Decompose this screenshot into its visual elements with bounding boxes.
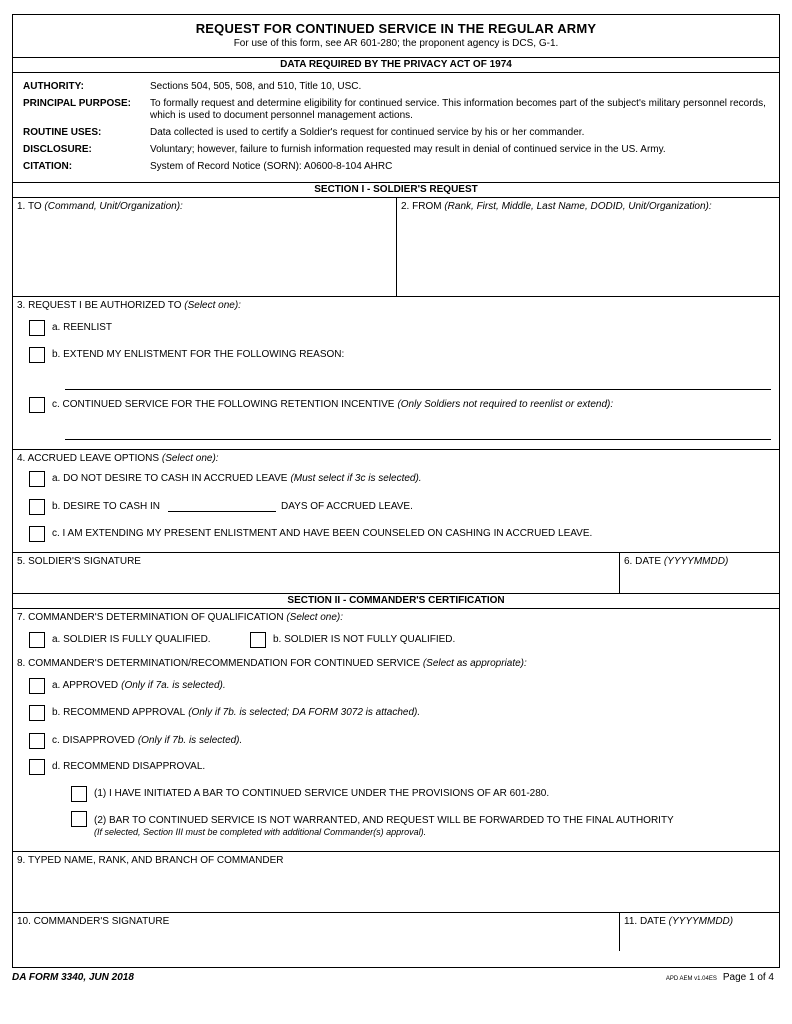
checkbox-8d2-bar-not-warranted[interactable] xyxy=(71,811,87,827)
option-4c xyxy=(29,520,592,547)
checkbox-4b[interactable] xyxy=(29,499,45,515)
privacy-text: To formally request and determine eligibility for continued service. This information becomes part of the subject's military personnel records, which is used to document personnel management actions. xyxy=(150,98,766,121)
from-label: 2. FROM xyxy=(401,201,445,212)
to-label: 1. TO xyxy=(17,201,45,212)
to-hint: (Command, Unit/Organization): xyxy=(44,201,183,212)
request-hint: (Select one): xyxy=(184,300,241,311)
checkbox-4c[interactable] xyxy=(29,526,45,542)
privacy-row-authority xyxy=(13,81,779,93)
commander-signature-label: 10. COMMANDER'S SIGNATURE xyxy=(17,916,170,927)
form-title: REQUEST FOR CONTINUED SERVICE IN THE REGULAR ARMY xyxy=(195,21,597,36)
option-7a-label: a. SOLDIER IS FULLY QUALIFIED. xyxy=(52,634,211,645)
to-field[interactable] xyxy=(13,198,396,296)
checkbox-8a-approved[interactable] xyxy=(29,678,45,694)
checkbox-3a-reenlist[interactable] xyxy=(29,320,45,336)
privacy-row-citation xyxy=(13,161,779,173)
form-header xyxy=(13,15,779,58)
soldier-signature-label: 5. SOLDIER'S SIGNATURE xyxy=(17,556,141,567)
retention-incentive-line[interactable] xyxy=(65,439,771,440)
section-1-heading: SECTION I - SOLDIER'S REQUEST xyxy=(13,183,779,198)
form-subtitle: For use of this form, see AR 601-280; the proponent agency is DCS, G-1. xyxy=(233,38,559,49)
qualification-hint: (Select one): xyxy=(286,612,344,623)
option-3b-label: b. EXTEND MY ENLISTMENT FOR THE FOLLOWING REASON: xyxy=(52,349,345,360)
commander-signature-date-row xyxy=(13,913,779,951)
option-8c-label: c. DISAPPROVED xyxy=(52,735,135,746)
commander-signature-field[interactable] xyxy=(13,913,619,951)
cash-in-days-input[interactable] xyxy=(168,501,276,512)
commander-date-field[interactable] xyxy=(619,913,779,951)
leave-hint: (Select one): xyxy=(161,453,219,464)
option-7a xyxy=(29,626,211,653)
recommendation-label: 8. COMMANDER'S DETERMINATION/RECOMMENDATION FOR CONTINUED SERVICE xyxy=(17,658,423,669)
commander-date-hint: (YYYYMMDD) xyxy=(668,916,734,927)
form-version: APD AEM v1.04ES xyxy=(665,976,717,982)
option-8a xyxy=(29,672,226,699)
option-8b-hint: (Only if 7b. is selected; DA FORM 3072 is attached). xyxy=(188,707,421,718)
option-8d1 xyxy=(71,780,549,807)
checkbox-8c-disapproved[interactable] xyxy=(29,733,45,749)
privacy-label: AUTHORITY: xyxy=(23,81,84,92)
date-hint: (YYYYMMDD) xyxy=(663,556,729,567)
privacy-act-heading: DATA REQUIRED BY THE PRIVACY ACT OF 1974 xyxy=(13,58,779,73)
option-4b-label: b. DESIRE TO CASH IN xyxy=(52,501,160,512)
privacy-label: ROUTINE USES: xyxy=(23,127,102,138)
checkbox-4a[interactable] xyxy=(29,471,45,487)
from-field[interactable] xyxy=(396,198,779,296)
qualification-label: 7. COMMANDER'S DETERMINATION OF QUALIFICATION xyxy=(17,612,287,623)
checkbox-8b-recommend-approval[interactable] xyxy=(29,705,45,721)
privacy-text: Sections 504, 505, 508, and 510, Title 10, USC. xyxy=(150,81,362,92)
option-3b xyxy=(29,341,344,368)
to-from-row xyxy=(13,198,779,297)
privacy-row-disclosure xyxy=(13,144,779,156)
option-4a-hint: (Must select if 3c is selected). xyxy=(290,473,422,484)
option-4b xyxy=(29,493,413,520)
date-label: 6. DATE xyxy=(624,556,664,567)
privacy-act-statement xyxy=(13,73,779,183)
extend-reason-line[interactable] xyxy=(65,389,771,390)
option-8a-label: a. APPROVED xyxy=(52,680,119,691)
privacy-text: System of Record Notice (SORN): A0600-8-104 AHRC xyxy=(150,161,393,172)
recommendation-hint: (Select as appropriate): xyxy=(422,658,527,669)
from-hint: (Rank, First, Middle, Last Name, DODID, Unit/Organization): xyxy=(444,201,712,212)
checkbox-8d-recommend-disapproval[interactable] xyxy=(29,759,45,775)
option-4a xyxy=(29,465,422,492)
privacy-row-purpose xyxy=(13,98,779,122)
checkbox-3b-extend[interactable] xyxy=(29,347,45,363)
checkbox-8d1-bar-initiated[interactable] xyxy=(71,786,87,802)
option-8d2 xyxy=(71,811,674,837)
option-8d1-label: (1) I HAVE INITIATED A BAR TO CONTINUED SERVICE UNDER THE PROVISIONS OF AR 601-280. xyxy=(94,788,550,799)
privacy-text: Data collected is used to certify a Soldier's request for continued service by his or her commander. xyxy=(150,127,585,138)
option-7b xyxy=(250,626,455,653)
option-8b xyxy=(29,699,420,726)
option-3c xyxy=(29,391,613,418)
option-4b-suffix: DAYS OF ACCRUED LEAVE. xyxy=(281,501,413,512)
option-3a xyxy=(29,314,112,341)
privacy-label: PRINCIPAL PURPOSE: xyxy=(23,98,131,109)
option-3c-label: c. CONTINUED SERVICE FOR THE FOLLOWING RETENTION INCENTIVE xyxy=(52,399,395,410)
soldier-date-field[interactable] xyxy=(619,553,779,593)
option-8c-hint: (Only if 7b. is selected). xyxy=(137,735,243,746)
checkbox-7a-qualified[interactable] xyxy=(29,632,45,648)
accrued-leave-block xyxy=(13,450,779,553)
request-label: 3. REQUEST I BE AUTHORIZED TO xyxy=(17,300,185,311)
option-8a-hint: (Only if 7a. is selected). xyxy=(121,680,226,691)
commander-date-label: 11. DATE xyxy=(624,916,669,927)
option-7b-label: b. SOLDIER IS NOT FULLY QUALIFIED. xyxy=(273,634,456,645)
option-8d-label: d. RECOMMEND DISAPPROVAL. xyxy=(52,761,206,772)
checkbox-3c-continued-service[interactable] xyxy=(29,397,45,413)
option-4a-label: a. DO NOT DESIRE TO CASH IN ACCRUED LEAVE xyxy=(52,473,288,484)
commander-name-field[interactable] xyxy=(13,852,779,913)
page-number: Page 1 of 4 xyxy=(722,972,774,983)
privacy-row-routine-uses xyxy=(13,127,779,139)
privacy-label: CITATION: xyxy=(23,161,73,172)
da-form-3340 xyxy=(12,14,780,968)
option-8c xyxy=(29,727,242,754)
commander-determination-block xyxy=(13,609,779,852)
option-3c-hint: (Only Soldiers not required to reenlist or extend): xyxy=(397,399,614,410)
form-id: DA FORM 3340, JUN 2018 xyxy=(12,972,134,983)
checkbox-7b-not-qualified[interactable] xyxy=(250,632,266,648)
option-4c-label: c. I AM EXTENDING MY PRESENT ENLISTMENT AND HAVE BEEN COUNSELED ON CASHING IN ACCRUED LEAVE. xyxy=(52,528,593,539)
section-2-heading: SECTION II - COMMANDER'S CERTIFICATION xyxy=(13,594,779,609)
option-8b-label: b. RECOMMEND APPROVAL xyxy=(52,707,186,718)
option-3a-label: a. REENLIST xyxy=(52,322,113,333)
privacy-label: DISCLOSURE: xyxy=(23,144,92,155)
signature-date-row xyxy=(13,553,779,594)
privacy-text: Voluntary; however, failure to furnish information requested may result in denial of continued service in the US. Army. xyxy=(150,144,666,155)
leave-label: 4. ACCRUED LEAVE OPTIONS xyxy=(17,453,162,464)
option-8d xyxy=(29,753,205,780)
request-authorization-block xyxy=(13,297,779,450)
commander-name-label: 9. TYPED NAME, RANK, AND BRANCH OF COMMANDER xyxy=(17,855,284,866)
option-8d2-label: (2) BAR TO CONTINUED SERVICE IS NOT WARRANTED, AND REQUEST WILL BE FORWARDED TO THE FINAL AUTHORITY xyxy=(94,815,674,826)
soldier-signature-field[interactable] xyxy=(13,553,619,593)
option-8d2-hint: (If selected, Section III must be completed with additional Commander(s) approval). xyxy=(94,827,427,837)
